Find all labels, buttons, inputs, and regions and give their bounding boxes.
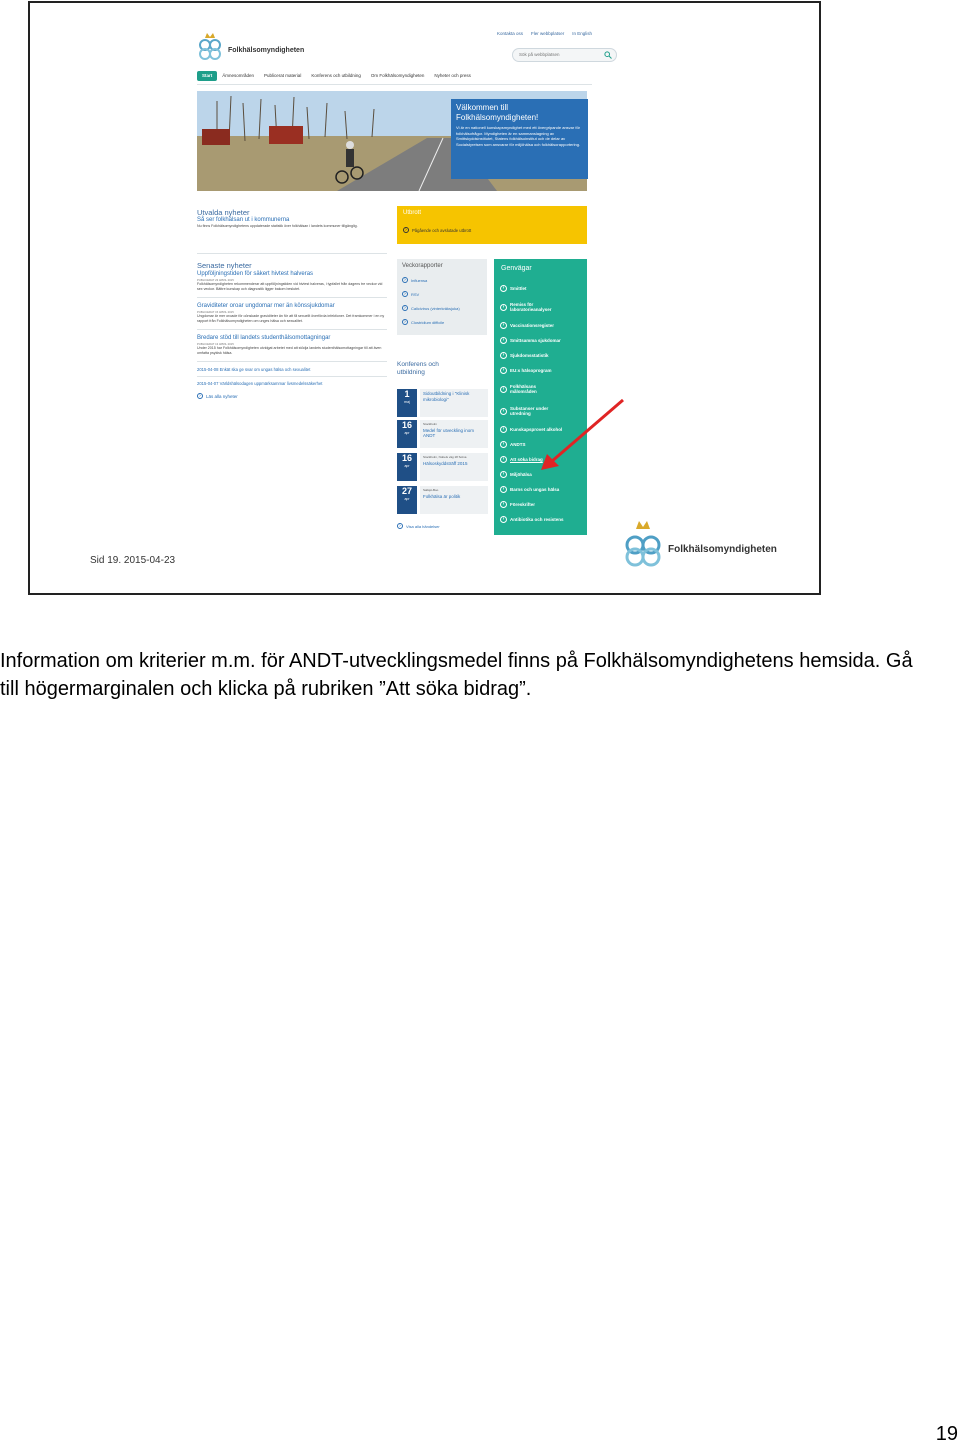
event-day: 16 (401, 420, 412, 430)
news-item-date: PUBLICERAT 15 APRIL 2015 (197, 310, 234, 314)
weekly-report-label: Calicivirus (vinterkräksjuka) (411, 305, 460, 311)
weekly-report-link[interactable] (402, 305, 460, 311)
shortcut-label: Smittlet (510, 286, 527, 291)
event-date (397, 486, 417, 514)
arrow-circle-icon: › (500, 501, 507, 508)
arrow-circle-icon: › (500, 441, 507, 448)
latest-news (197, 261, 387, 399)
event-month: apr (404, 464, 410, 468)
event-item[interactable] (420, 453, 488, 481)
nav-start[interactable]: Start (197, 71, 217, 81)
arrow-circle-icon: › (402, 291, 408, 297)
arrow-circle-icon: › (500, 285, 507, 292)
news-item-title[interactable]: Bredare stöd till landets studenthälsomottagningar (197, 335, 331, 341)
event-item[interactable] (420, 486, 488, 514)
event-location: Stockholm, Nobels väg 18 Solna (423, 455, 467, 459)
news-item-text: Ungdomar är mer oroade för oönskade graviditeter än för att få sexuellt överförda infektioner. Det framkommer i en ny rapport från Folkhälsomyndigheten om unges hälsa och sexualitet. (197, 314, 385, 323)
shortcut-item[interactable] (500, 512, 585, 527)
site-logo-text: Folkhälsomyndigheten (228, 47, 305, 54)
weekly-report-link[interactable] (402, 277, 427, 283)
shortcut-item[interactable] (500, 348, 585, 363)
short-news-item[interactable]: 2015-04-07 Världshälsodagen uppmärksammar livsmedelssäkerhet (197, 381, 323, 386)
event-location: Saltsjö-Boo (423, 488, 439, 492)
arrow-circle-icon: › (500, 426, 507, 433)
event-date (397, 453, 417, 481)
slide-footer-logo (620, 519, 777, 569)
outbreak-heading: Utbrott (403, 210, 422, 216)
slide-frame (28, 1, 821, 595)
arrow-circle-icon: › (500, 471, 507, 478)
arrow-circle-icon: › (500, 486, 507, 493)
search-placeholder: Sök på webbplatsen (519, 52, 560, 57)
shortcut-label: Sjukdomsstatistik (510, 353, 549, 358)
all-events-label: Visa alla händelser (406, 523, 440, 529)
event-item[interactable] (420, 389, 488, 417)
arrow-circle-icon: › (402, 277, 408, 283)
nav-topics[interactable]: Ämnesområden (222, 73, 255, 78)
nav-published[interactable]: Publicerat material (264, 73, 302, 78)
event-title: Medel för utveckling inom ANDT (423, 427, 475, 438)
event-item[interactable] (420, 420, 488, 448)
shortcut-label: Att söka bidrag (510, 457, 543, 462)
top-link-contact[interactable]: Kontakta oss (496, 31, 523, 36)
event-day: 1 (404, 389, 410, 399)
event-date (397, 420, 417, 448)
shortcuts-heading: Genvägar (501, 265, 532, 272)
event-title: Folkhälsa är politik (423, 493, 461, 499)
news-item-text: Folkhälsomyndigheten rekommenderar att uppföljningstiden vid hivtest halveras, i typfallet från dagens tre veckor vid sex veckor. Bättre kunskap och diagnostik ligger bakom beslutet. (197, 282, 383, 291)
nav-news[interactable]: Nyheter och press (434, 73, 471, 78)
event-title: Hälsoskyddsträff 2015 (423, 460, 468, 466)
short-news-item[interactable]: 2015-04-08 Enkät ska ge svar om ungas hälsa och sexualitet (197, 367, 311, 372)
logo-crown-icon (197, 31, 223, 63)
arrow-circle-icon: › (500, 516, 507, 523)
shortcut-label: Folkhälsans målområden (510, 384, 537, 394)
weekly-report-label: Influensa (411, 277, 428, 283)
arrow-circle-icon: › (500, 352, 507, 359)
website-screenshot (197, 31, 592, 541)
event-month: apr (404, 497, 410, 501)
shortcut-item[interactable] (500, 296, 585, 318)
event-day: 16 (401, 453, 412, 463)
conference-section (397, 361, 489, 377)
arrow-circle-icon: › (500, 408, 507, 415)
news-item-date: PUBLICERAT 13 APRIL 2015 (197, 342, 234, 346)
featured-news (197, 208, 387, 229)
news-item (197, 271, 387, 292)
featured-title[interactable]: Så ser folkhälsan ut i kommunerna (197, 217, 290, 223)
footer-logo-text: Folkhälsomyndigheten (668, 544, 777, 555)
shortcut-item[interactable] (500, 281, 585, 296)
slide-footer-sid: Sid 19. 2015-04-23 (90, 555, 176, 566)
welcome-title: Välkommen till Folkhälsomyndigheten! (456, 103, 539, 122)
arrow-circle-icon: › (500, 367, 507, 374)
latest-heading: Senaste nyheter (197, 261, 252, 270)
welcome-text: Vi är en nationell kunskapsmyndighet med ett övergripande ansvar för folkhälsofrågor. Myndigheten är en sammanslagning av Smittskyddsinstitutet, Statens folkhälsoinstitut och de delar av Socialstyrelsen som ansvarar för miljöhälsa och folkhälsorapportering. (456, 125, 581, 147)
weekly-reports (397, 259, 487, 335)
event-location: Stockholm (423, 422, 438, 426)
outbreak-link-label: Pågående och avslutade utbrott (412, 227, 472, 233)
featured-text: Nu finns Folkhälsomyndighetens uppdaterade statistik över folkhälsan i landets kommuner tillgänglig. (197, 224, 358, 228)
nav-conference[interactable]: Konferens och utbildning (311, 73, 361, 78)
news-item-text: Under 2015 har Folkhälsomyndigheten utvidgat arbetet med att stödja landets studenthälsomottagningar till att även omfatta psykisk hälsa. (197, 346, 382, 355)
news-item-date: PUBLICERAT 23 APRIL 2015 (197, 278, 234, 282)
weekly-report-label: Clostridium difficile (411, 319, 445, 325)
event-title: Sidoutbildning i "Klinisk mikrobiologi" (423, 391, 470, 402)
all-events-link[interactable] (397, 523, 440, 529)
shortcut-label: ANDTS (510, 442, 526, 447)
all-news-link[interactable] (197, 393, 387, 399)
shortcut-label: Smittsamma sjukdomar (510, 338, 561, 343)
shortcut-label: Kunskapsprovet alkohol (510, 427, 563, 432)
news-item (197, 335, 387, 356)
shortcut-label: EU:s hälsoprogram (510, 368, 552, 373)
weekly-reports-heading: Veckorapporter (402, 263, 443, 269)
event-month: maj (404, 400, 410, 404)
arrow-circle-icon: › (397, 523, 403, 529)
shortcut-label: Miljöhälsa (510, 472, 532, 477)
footer-logo-icon (620, 519, 666, 569)
top-link-more-sites[interactable]: Fler webbplatser (530, 31, 565, 36)
shortcut-item[interactable] (500, 363, 585, 378)
search-icon[interactable] (604, 51, 612, 59)
event-day: 27 (401, 486, 412, 496)
shortcut-label: Antibiotika och resistens (510, 517, 564, 522)
all-news-label: Läs alla nyheter (206, 393, 238, 399)
top-link-english[interactable]: In English (572, 31, 592, 36)
shortcut-label: Vaccinationsregister (510, 323, 555, 328)
top-links (497, 31, 592, 36)
shortcut-item[interactable] (500, 497, 585, 512)
red-arrow-annotation (537, 396, 627, 476)
arrow-circle-icon: › (403, 227, 409, 233)
main-nav (197, 71, 476, 81)
arrow-circle-icon: › (500, 386, 507, 393)
shortcut-item[interactable] (500, 482, 585, 497)
shortcut-item[interactable] (500, 333, 585, 348)
featured-heading: Utvalda nyheter (197, 208, 250, 217)
shortcut-item[interactable] (500, 318, 585, 333)
welcome-box (451, 99, 588, 179)
arrow-circle-icon: › (402, 305, 408, 311)
arrow-circle-icon: › (500, 456, 507, 463)
search-input[interactable] (512, 48, 617, 62)
weekly-report-link[interactable] (402, 291, 419, 297)
arrow-circle-icon: › (500, 322, 507, 329)
event-month: apr (404, 431, 410, 435)
outbreak-link[interactable] (403, 227, 471, 233)
news-item (197, 303, 387, 324)
event-date (397, 389, 417, 417)
outbreak-box (397, 206, 587, 244)
weekly-report-label: RSV (411, 291, 420, 297)
arrow-circle-icon: › (500, 337, 507, 344)
news-item-title[interactable]: Uppföljningstiden för säkert hivtest halveras (197, 271, 314, 277)
conference-heading: Konferens och utbildning (397, 361, 439, 376)
shortcut-label: Remiss för laboratorieanalyser (510, 302, 552, 312)
page-number: 19 (935, 1423, 958, 1445)
caption-text: Information om kriterier m.m. för ANDT-utvecklingsmedel finns på Folkhälsomyndighetens hemsida. Gå till högermarginalen och klicka på rubriken ”Att söka bidrag”. (0, 650, 913, 700)
shortcut-label: Föreskrifter (510, 502, 536, 507)
arrow-circle-icon: › (197, 393, 203, 399)
site-logo[interactable] (197, 31, 305, 63)
shortcut-label: Substanser under utredning (510, 406, 549, 416)
arrow-circle-icon: › (500, 304, 507, 311)
nav-about[interactable]: Om Folkhälsomyndigheten (370, 73, 425, 78)
shortcut-label: Barns och ungas hälsa (510, 487, 560, 492)
news-item-title[interactable]: Graviditeter oroar ungdomar mer än könssjukdomar (197, 303, 335, 309)
weekly-report-link[interactable] (402, 319, 444, 325)
arrow-circle-icon: › (402, 319, 408, 325)
